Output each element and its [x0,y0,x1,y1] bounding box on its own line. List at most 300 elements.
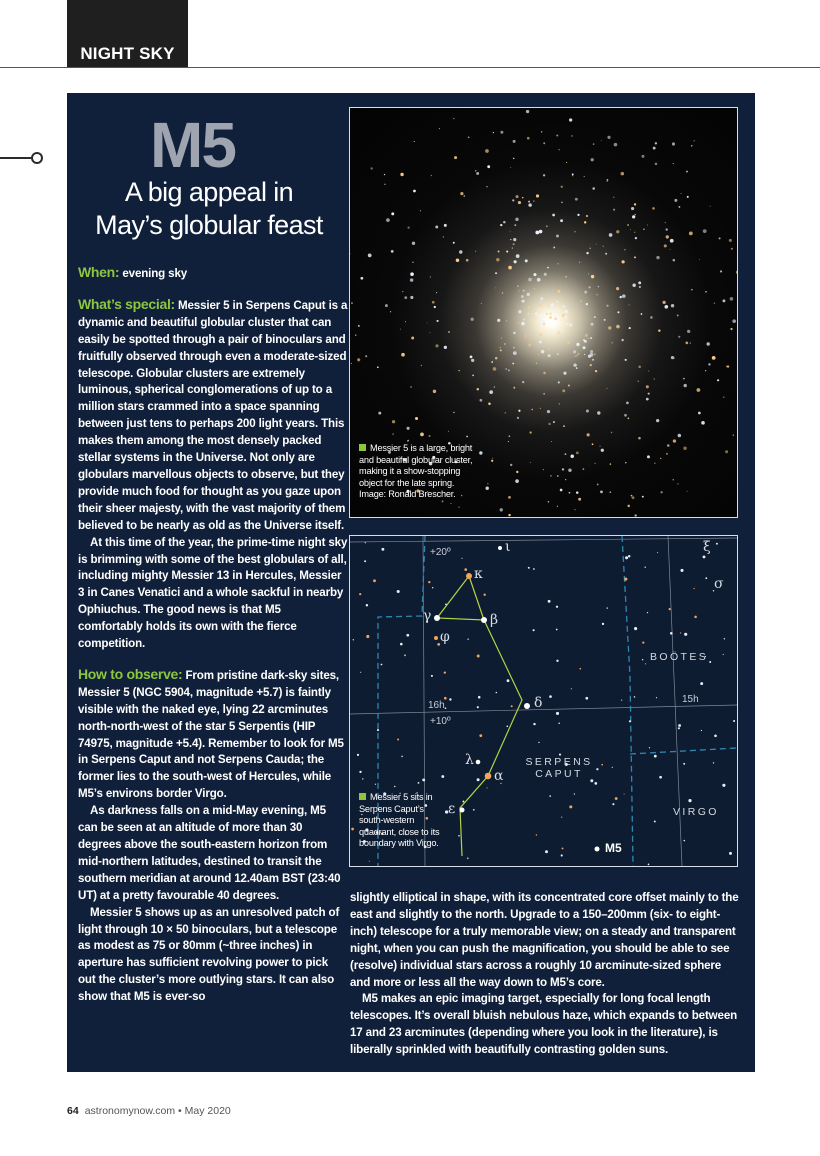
chart-star [548,600,551,603]
photo-star [634,203,636,205]
photo-star [566,286,567,287]
chart-star [680,632,681,633]
photo-star [433,390,436,393]
chart-star [511,705,513,707]
chart-star [656,697,657,698]
photo-star [554,311,556,313]
photo-star [435,226,438,229]
photo-star [494,386,495,387]
chart-star [571,688,572,689]
photo-star [601,449,604,452]
chart-star [449,698,451,700]
photo-star [606,388,607,389]
photo-caption [359,443,477,501]
chart-star [366,604,368,606]
photo-star [401,353,405,357]
chart-star [351,828,354,831]
chart-star [713,762,714,763]
photo-star [491,460,493,462]
chart-star [700,682,703,685]
photo-star [493,367,497,371]
photo-star [524,335,526,337]
photo-star [479,451,482,454]
photo-star [678,336,680,338]
photo-star [513,140,516,143]
photo-star [450,503,451,504]
photo-star [556,300,558,302]
photo-star [561,202,563,204]
photo-star [485,149,489,153]
chart-star [680,569,683,572]
chart-star [624,793,625,794]
photo-star [588,286,590,288]
chart-star [684,840,685,841]
photo-star [358,325,360,327]
label-delta: δ [534,695,543,711]
photo-star [660,458,661,459]
photo-star [486,487,489,490]
photo-star [491,361,493,363]
photo-star [732,319,736,323]
virgo-boundary [630,748,737,754]
photo-star [590,364,592,366]
photo-star [691,289,693,291]
chart-star [596,768,598,770]
photo-star [540,408,541,409]
special-heading: What’s special: [78,295,175,312]
subtitle-line-2: May’s globular feast [95,210,323,240]
photo-star [558,381,560,383]
photo-star [683,446,686,449]
photo-star [384,184,385,185]
photo-star [533,200,534,201]
photo-star [497,319,500,322]
chart-star [477,655,480,658]
photo-star [562,389,565,392]
photo-star [429,332,430,333]
chart-star [467,857,469,859]
star-phi [434,636,438,640]
when-paragraph [78,264,348,283]
photo-star [690,343,691,344]
label-sigma: σ [714,576,724,592]
chart-star [624,578,627,581]
photo-star [666,235,669,238]
chart-star [647,612,648,613]
label-ra-16h: 16h [428,700,445,711]
photo-star [546,225,548,227]
photo-star [607,136,610,139]
photo-star [543,469,544,470]
photo-star [656,419,659,422]
photo-star [523,290,525,292]
photo-star [400,173,403,176]
chart-star [561,854,563,856]
photo-star [594,316,596,318]
photo-star [548,423,550,425]
photo-star [610,463,612,465]
photo-star [414,141,415,142]
photo-star [486,186,488,188]
map-caption-marker-icon [359,793,366,800]
photo-star [655,163,658,166]
photo-star [560,489,563,492]
chart-star [422,778,425,781]
chart-star [612,767,613,768]
photo-star [501,338,502,339]
label-bootes: BOÖTES [650,651,709,663]
photo-star [550,475,551,476]
photo-star [655,142,657,144]
photo-star [534,288,535,289]
pointer-line [0,157,32,159]
photo-star [505,368,507,370]
photo-star [705,291,707,293]
label-gamma: γ [423,608,432,624]
photo-star [673,259,676,262]
photo-star [557,290,560,293]
map-caption-text: Messier 5 sits in Serpens Caput’s south-western quadrant, close to its boundary with Virgo. [359,792,440,849]
photo-star [671,356,674,359]
photo-star [543,315,544,316]
photo-star [459,250,463,254]
chart-star [648,864,650,866]
chart-star [659,776,662,779]
photo-star [671,304,674,307]
photo-star [559,403,560,404]
photo-star [653,147,656,150]
photo-star [642,496,644,498]
photo-star [392,433,393,434]
chart-star [458,835,460,837]
photo-star [412,262,413,263]
chart-star [654,821,656,823]
photo-star [629,304,630,305]
photo-star [508,435,510,437]
chart-star [359,771,361,773]
photo-star [614,143,618,147]
chart-star [545,850,548,853]
photo-star [410,296,413,299]
photo-star [566,162,567,163]
photo-star [621,339,623,341]
photo-star [576,451,579,454]
photo-star [538,354,539,355]
photo-star [562,305,565,308]
observe-text: From pristine dark-sky sites, Messier 5 (NGC 5904, magnitude +5.7) is faintly visible with the naked eye, lying 22 arcminutes north-north-west of the star 5 Serpentis (HIP 74975, magnitude +5.4). Remember to look for M5 in Serpens Caput and not Serpens Cauda; the former lies to the south-west of Hercules, while M5’s environs border Virgo. [78,668,344,801]
photo-star [597,411,600,414]
chart-star [723,654,724,655]
photo-star [586,252,588,254]
chart-star [364,560,366,562]
photo-star [456,259,460,263]
chart-star [397,739,399,741]
photo-star [458,506,459,507]
paragraph-4: As darkness falls on a mid-May evening, M5 can be seen at an altitude of more than 30 degrees above the south-eastern horizon from mid-northern latitudes, destined to transit the southern meridian at around 12.40am BST (23:40 UT) at a pretty favourable 40 degrees. [78,804,341,902]
photo-star [586,410,589,413]
photo-star [565,453,567,455]
photo-star [576,343,579,346]
photo-star [576,367,578,369]
photo-star [551,303,554,306]
chart-star [556,660,558,662]
photo-star [631,207,634,210]
chart-star [360,672,361,673]
photo-star [544,313,545,314]
photo-star [453,118,454,119]
chart-star [441,775,444,778]
photo-star [355,334,356,335]
photo-star [365,355,367,357]
photo-star [621,172,625,176]
photo-star [470,356,473,359]
photo-star [521,295,524,298]
photo-star [540,297,543,300]
photo-star [556,317,557,318]
photo-star [578,498,581,501]
photo-star [410,272,414,276]
chart-star [394,786,395,787]
photo-star [488,402,491,405]
photo-star [547,309,548,310]
serpens-head-asterism [437,576,484,620]
photo-star [548,501,550,503]
photo-star [523,319,525,321]
chart-star [406,634,409,637]
photo-star [590,353,594,357]
photo-star [583,346,586,349]
photo-star [528,203,531,206]
photo-star [664,305,668,309]
photo-star [553,421,555,423]
photo-star [432,301,435,304]
photo-star [495,272,497,274]
photo-star [468,136,470,138]
photo-star [518,310,521,313]
chart-star [362,778,363,779]
photo-star [634,232,635,233]
photo-star [528,201,530,203]
star-beta [481,617,487,623]
chart-star [634,696,636,698]
photo-star [557,506,558,507]
photo-star [600,491,603,494]
photo-star [563,425,565,427]
photo-star [723,299,726,302]
photo-star [533,273,536,276]
photo-star [492,458,493,459]
photo-star [576,355,578,357]
photo-star [723,396,724,397]
photo-star [638,281,641,284]
chart-star [381,664,383,666]
photo-star [579,262,580,263]
photo-star [517,417,519,419]
photo-star [710,206,711,207]
chart-star [533,629,535,631]
chart-star [678,727,680,729]
photo-star [477,388,479,390]
photo-star [717,379,719,381]
observe-heading: How to observe: [78,665,183,682]
photo-star [508,266,512,270]
photo-star [544,273,547,276]
chart-star [628,555,630,557]
photo-star [586,215,588,217]
photo-star [556,235,559,238]
photo-star [536,363,537,364]
photo-star [708,363,710,365]
photo-star [586,303,588,305]
photo-star [674,358,675,359]
section-tab-label: NIGHT SKY [80,44,175,63]
photo-star [535,231,539,235]
photo-star [573,326,574,327]
photo-star [548,354,551,357]
photo-star [599,446,600,447]
page-number: 64 [67,1105,79,1117]
photo-star [666,453,668,455]
photo-star [591,275,594,278]
label-ra-15h: 15h [682,694,699,705]
chart-star [365,542,366,543]
photo-star [360,277,363,280]
photo-star [689,231,693,235]
chart-star [621,700,622,701]
photo-star [635,237,637,239]
photo-star [351,363,352,364]
chart-star [353,639,354,640]
label-kappa: κ [474,566,483,582]
photo-star [670,239,674,243]
photo-star [571,135,573,137]
header-rule [0,67,820,68]
photo-star [610,491,612,493]
chart-star [473,809,475,811]
photo-star [627,224,629,226]
photo-star [522,300,525,303]
photo-star [601,140,602,141]
photo-star [500,508,503,511]
photo-star [435,344,438,347]
photo-star [565,276,567,278]
photo-star [628,418,630,420]
photo-star [530,462,531,463]
star-gamma [434,615,440,621]
photo-star [515,218,518,221]
chart-star [694,588,695,589]
photo-star [598,286,599,287]
photo-star [677,314,679,316]
photo-star [625,462,627,464]
photo-star [508,514,510,516]
photo-star [622,260,625,263]
photo-star [736,270,737,274]
photo-star [639,286,641,288]
label-dec-10: +10º [430,716,451,727]
photo-star [504,343,506,345]
photo-star [385,304,388,307]
photo-star [666,228,668,230]
photo-star [539,230,543,234]
caption-marker-icon [359,444,366,451]
chart-star [432,587,433,588]
photo-star [378,412,381,415]
photo-star [487,483,488,484]
photo-star [528,306,530,308]
chart-star [381,548,384,551]
right-column [350,890,740,1059]
photo-star [431,175,432,176]
photo-star [557,331,560,334]
photo-star [428,435,430,437]
photo-star [726,366,728,368]
when-heading: When: [78,264,120,280]
label-epsilon: ε [448,801,456,817]
photo-star [527,137,530,140]
photo-star [436,292,437,293]
chart-star [722,784,725,787]
photo-star [498,251,500,253]
chart-star [645,663,646,664]
photo-star [471,318,474,321]
photo-star [580,300,582,302]
special-text: Messier 5 in Serpens Caput is a dynamic and beautiful globular cluster that can easily be spotted through a pair of binoculars and fruitfully observed through even a moderate-sized telescope. Globular clusters are extremely luminous, spherical conglomerations of up to a million stars crammed into a space spanning between just tens to perhaps 200 light years. This makes them among the most densely packed stellar systems in the Universe. Not only are globulars marvellous objects to observe, but they provide much food for thought as you gaze upon their sheer majesty, with the vast majority of them believed to be nearly as old as the Universe itself. [78,298,348,532]
photo-star [663,301,666,304]
photo-star [667,444,670,447]
photo-star [543,323,545,325]
photo-star [495,357,498,360]
chart-star [579,668,581,670]
photo-star [584,221,586,223]
photo-star [568,384,570,386]
photo-star [410,386,412,388]
star-alpha [485,773,492,780]
photo-star [513,243,515,245]
chart-star [649,747,650,748]
chart-star [714,735,717,738]
photo-star [487,165,490,168]
chart-star [654,755,657,758]
photo-star [543,372,546,375]
photo-star [595,370,597,372]
photo-star [730,297,734,301]
photo-star [357,358,360,361]
photo-star [594,353,596,355]
photo-star [476,172,479,175]
photo-star [444,224,447,227]
chart-star [479,734,482,737]
paragraph-5: Messier 5 shows up as an unresolved patch of light through 10 × 50 binoculars, but a telescope as modest as 75 or 80mm (~three inches) in aperture has sufficient revolving power to pick out the cluster’s more outlying stars. It can also show that M5 is ever-so [78,905,340,1004]
photo-star [564,315,568,319]
photo-star [508,496,511,499]
photo-star [539,333,542,336]
chart-star [528,567,530,569]
photo-star [384,174,385,175]
photo-star [584,176,585,177]
photo-star [557,353,559,355]
photo-star [553,313,556,316]
chart-star [612,803,614,805]
chart-star [464,568,467,571]
photo-star [720,270,722,272]
photo-star [421,365,422,366]
photo-star [587,433,590,436]
photo-star [525,259,528,262]
photo-star [472,375,474,377]
photo-star [543,174,545,176]
photo-star [475,251,476,252]
